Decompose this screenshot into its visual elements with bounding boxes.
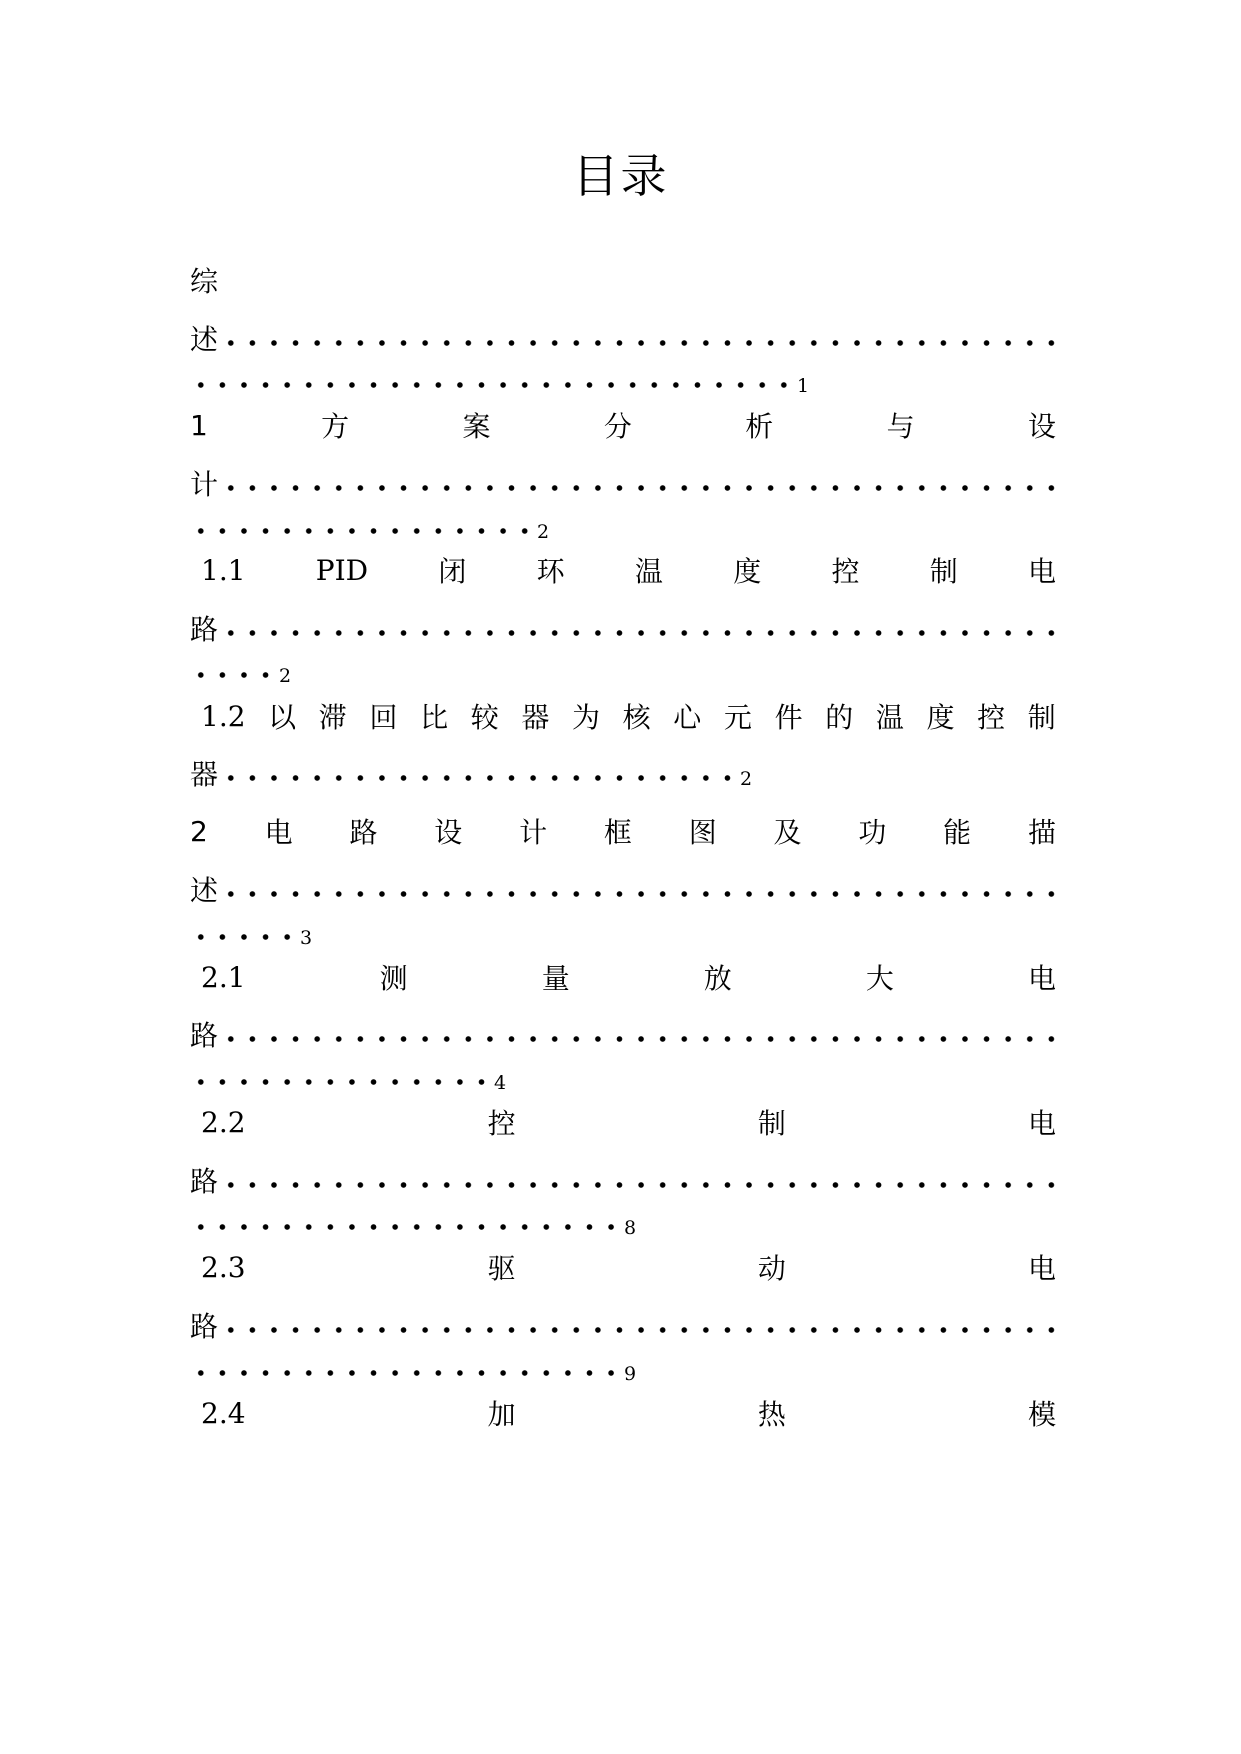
- toc-number: 1: [190, 408, 208, 442]
- toc-text: 元: [723, 701, 752, 734]
- toc-text: 大: [865, 962, 894, 995]
- toc-text: 驱: [487, 1252, 516, 1285]
- toc-entry-1-2-leader[interactable]: [190, 751, 752, 795]
- toc-text: 析: [745, 410, 774, 443]
- toc-page-number: 4: [494, 1072, 507, 1094]
- toc-text: 回: [369, 701, 398, 734]
- dot-leader: [220, 606, 1056, 650]
- toc-page-number: 2: [537, 521, 550, 543]
- toc-text: 路: [190, 613, 219, 646]
- toc-text: 及: [773, 816, 802, 849]
- toc-text: 环: [536, 555, 565, 588]
- toc-entry-2-leader[interactable]: [190, 867, 1056, 911]
- toc-entry-summary-pageline[interactable]: [190, 358, 809, 402]
- dot-leader: [190, 504, 535, 548]
- toc-entry-1-1[interactable]: [190, 548, 1056, 592]
- toc-page-number: 9: [624, 1363, 637, 1385]
- toc-text: 动: [757, 1252, 786, 1285]
- toc-text: 电: [1027, 962, 1056, 995]
- toc-number: 1.2: [201, 699, 246, 733]
- dot-leader: [190, 358, 795, 402]
- toc-entry-1-pageline[interactable]: [190, 504, 549, 548]
- toc-text: 闭: [438, 555, 467, 588]
- toc-text: 计: [519, 816, 548, 849]
- dot-leader: [190, 1200, 622, 1244]
- toc-text: 电: [264, 816, 293, 849]
- toc-entry-1-2[interactable]: [190, 694, 1056, 738]
- toc-entry-1-1-pageline[interactable]: [190, 648, 291, 692]
- toc-text: 控: [487, 1107, 516, 1140]
- toc-text: 电: [1027, 1107, 1056, 1140]
- toc-number: 1.1: [201, 553, 246, 587]
- page-title: 目录: [572, 149, 669, 203]
- toc-text: 滞: [318, 701, 347, 734]
- toc-entry-summary-head[interactable]: [190, 258, 1056, 302]
- toc-number: 2.1: [201, 960, 246, 994]
- toc-page-number: 8: [624, 1217, 637, 1239]
- dot-leader: [220, 867, 1056, 911]
- toc-text: 模: [1027, 1398, 1056, 1431]
- toc-number: 2.2: [201, 1105, 246, 1139]
- toc-page-number: 2: [740, 768, 753, 790]
- toc-text: 框: [603, 816, 632, 849]
- toc-text: 路: [190, 1310, 219, 1343]
- toc-text: 为: [572, 701, 601, 734]
- dot-leader: [190, 1055, 492, 1099]
- toc-entry-1-1-leader[interactable]: [190, 606, 1056, 650]
- toc-page-number: 2: [279, 665, 292, 687]
- toc-text: 述: [190, 323, 219, 356]
- toc-entry-2-2-leader[interactable]: [190, 1158, 1056, 1202]
- toc-entry-2-2-pageline[interactable]: [190, 1200, 636, 1244]
- toc-entry-2-3-pageline[interactable]: [190, 1346, 636, 1390]
- toc-text: 加: [487, 1398, 516, 1431]
- toc-text: 以: [268, 701, 297, 734]
- toc-text: PID: [315, 553, 369, 587]
- toc-text: 制: [1027, 701, 1056, 734]
- toc-text: 计: [190, 468, 219, 501]
- dot-leader: [190, 1346, 622, 1390]
- toc-text: 述: [190, 874, 219, 907]
- dot-leader: [220, 1158, 1056, 1202]
- toc-text: 制: [929, 555, 958, 588]
- toc-text: 描: [1027, 816, 1056, 849]
- toc-text: 综: [190, 265, 219, 298]
- toc-number: 2: [190, 814, 208, 848]
- toc-text: 设: [434, 816, 463, 849]
- toc-text: 设: [1027, 410, 1056, 443]
- toc-text: 热: [757, 1398, 786, 1431]
- toc-entry-1-leader[interactable]: [190, 461, 1056, 505]
- dot-leader: [220, 316, 1056, 360]
- toc-page-number: 1: [797, 375, 810, 397]
- toc-text: 路: [190, 1019, 219, 1052]
- toc-entry-2-pageline[interactable]: [190, 910, 312, 954]
- toc-text: 控: [977, 701, 1006, 734]
- toc-entry-2-1-pageline[interactable]: [190, 1055, 506, 1099]
- toc-text: 放: [703, 962, 732, 995]
- toc-text: 控: [831, 555, 860, 588]
- toc-entry-2-4[interactable]: [190, 1391, 1056, 1435]
- toc-text: 的: [825, 701, 854, 734]
- toc-entry-2[interactable]: [190, 809, 1056, 853]
- toc-text: 测: [379, 962, 408, 995]
- toc-text: 制: [757, 1107, 786, 1140]
- toc-text: 电: [1027, 555, 1056, 588]
- toc-text: 与: [886, 410, 915, 443]
- toc-text: 件: [774, 701, 803, 734]
- toc-text: 电: [1027, 1252, 1056, 1285]
- toc-entry-2-3-leader[interactable]: [190, 1303, 1056, 1347]
- toc-entry-summary-leader[interactable]: [190, 316, 1056, 360]
- toc-text: 路: [190, 1165, 219, 1198]
- toc-text: 心: [673, 701, 702, 734]
- toc-text: 路: [349, 816, 378, 849]
- toc-entry-2-1[interactable]: [190, 955, 1056, 999]
- toc-entry-2-1-leader[interactable]: [190, 1012, 1056, 1056]
- toc-text: 方: [321, 410, 350, 443]
- toc-number: 2.3: [201, 1250, 246, 1284]
- toc-text: 比: [420, 701, 449, 734]
- dot-leader: [190, 648, 277, 692]
- toc-text: 较: [470, 701, 499, 734]
- dot-leader: [220, 1303, 1056, 1347]
- dot-leader: [220, 751, 738, 795]
- toc-text: 度: [926, 701, 955, 734]
- dot-leader: [190, 910, 298, 954]
- toc-text: 温: [634, 555, 663, 588]
- toc-text: 器: [521, 701, 550, 734]
- dot-leader: [220, 461, 1056, 505]
- toc-text: 度: [733, 555, 762, 588]
- toc-number: 2.4: [201, 1396, 246, 1430]
- toc-text: 核: [622, 701, 651, 734]
- toc-entry-2-2[interactable]: [190, 1100, 1056, 1144]
- toc-entry-1[interactable]: [190, 403, 1056, 447]
- toc-text: 器: [190, 758, 219, 791]
- toc-text: 功: [858, 816, 887, 849]
- toc-text: 案: [462, 410, 491, 443]
- dot-leader: [220, 1012, 1056, 1056]
- toc-text: 量: [541, 962, 570, 995]
- toc-text: 能: [943, 816, 972, 849]
- toc-entry-2-3[interactable]: [190, 1245, 1056, 1289]
- toc-text: 温: [875, 701, 904, 734]
- toc-page-number: 3: [300, 927, 313, 949]
- toc-text: 图: [688, 816, 717, 849]
- toc-text: 分: [603, 410, 632, 443]
